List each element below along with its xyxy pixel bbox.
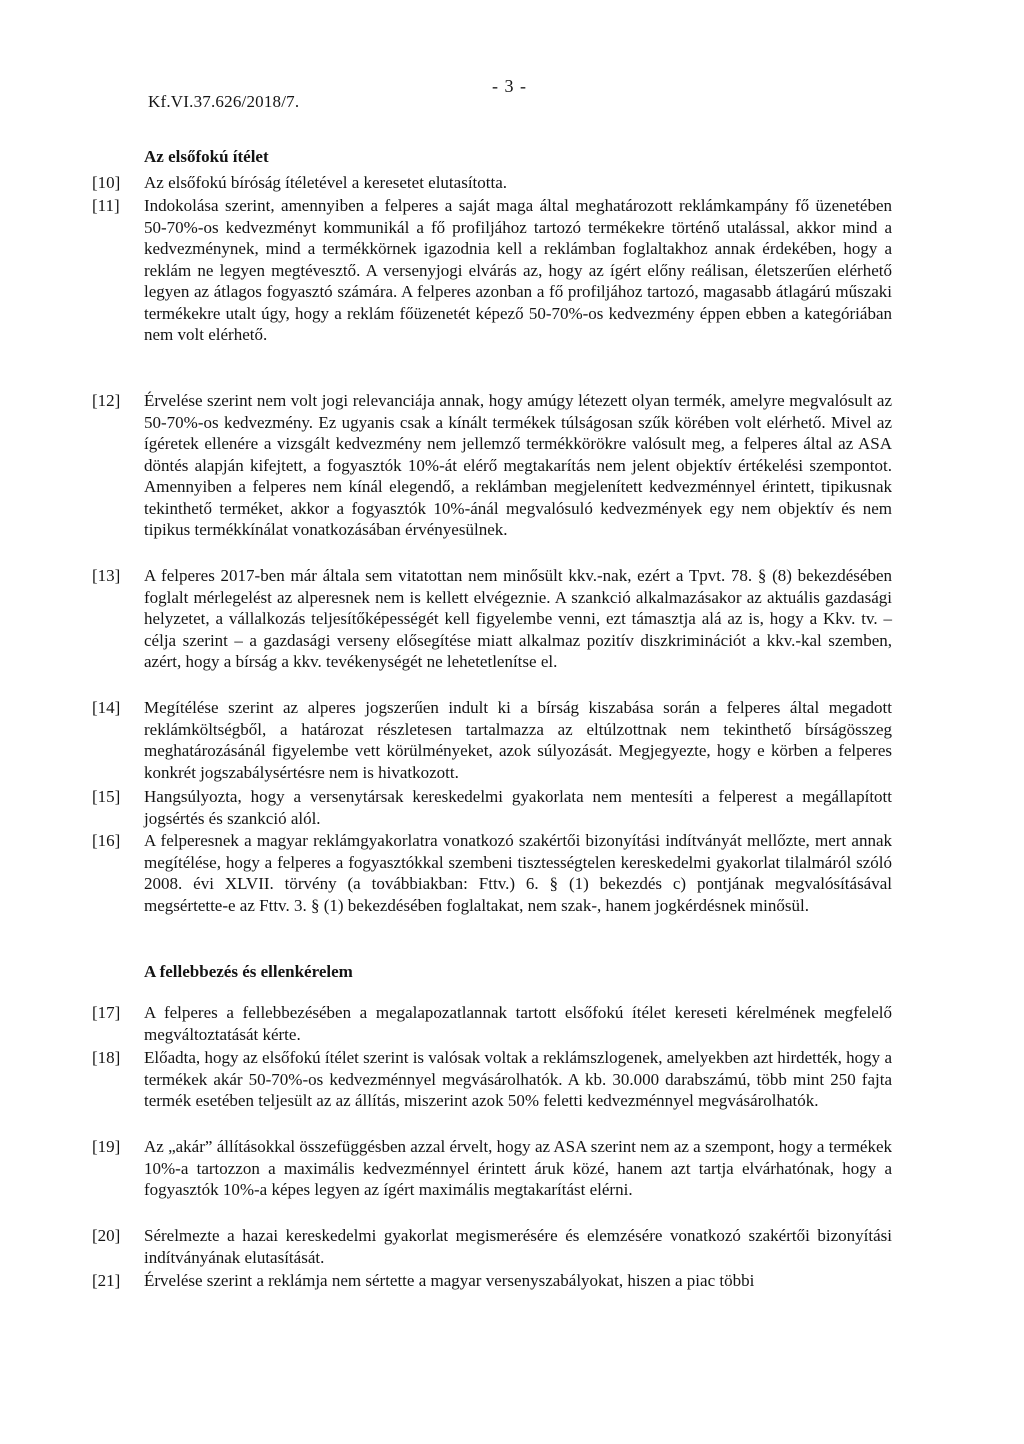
paragraph-13 xyxy=(92,565,892,673)
paragraph-number: [19] xyxy=(92,1137,121,1156)
paragraph-19 xyxy=(92,1136,892,1201)
paragraph-20 xyxy=(92,1225,892,1268)
paragraph-number: [12] xyxy=(92,391,121,410)
paragraph-text: Az elsőfokú bíróság ítéletével a keresetet elutasította. xyxy=(144,173,508,192)
paragraph-text: Az „akár” állításokkal összefüggésben azzal érvelt, hogy az ASA szerint nem az a szempont, hogy a termékek 10%-a tartozzon a maximális kedvezménnyel érintett áruk közé, hanem azt tartja elvárhatónak, hogy a fogyasztók 10%-a képes legyen az ígért maximális megtakarítást elérni. xyxy=(144,1137,892,1199)
paragraph-10 xyxy=(92,172,892,194)
paragraph-text: Hangsúlyozta, hogy a versenytársak kereskedelmi gyakorlata nem mentesíti a felperest a megállapított jogsértés és szankció alól. xyxy=(144,787,892,828)
paragraph-number: [14] xyxy=(92,698,121,717)
paragraph-16 xyxy=(92,830,892,916)
paragraph-11 xyxy=(92,195,892,346)
paragraph-21 xyxy=(92,1270,892,1292)
paragraph-text: Előadta, hogy az elsőfokú ítélet szerint is valósak voltak a reklámszlogenek, amelyekben azt hirdették, hogy a termékek akár 50-70%-os kedvezménnyel megvásárolhatók. A kb. 30.000 darabszámú, több mint 250 fajta termék esetében teljesült az az állítás, miszerint azok 50% feletti kedvezménnyel megvásárolhatók. xyxy=(144,1048,892,1110)
paragraph-number: [11] xyxy=(92,196,120,215)
paragraph-number: [21] xyxy=(92,1271,121,1290)
paragraph-18 xyxy=(92,1047,892,1112)
paragraph-17 xyxy=(92,1002,892,1045)
paragraph-number: [10] xyxy=(92,173,121,192)
paragraph-number: [20] xyxy=(92,1226,121,1245)
section-heading-first-instance: Az elsőfokú ítélet xyxy=(144,147,269,166)
paragraph-text: A felperes a fellebbezésében a megalapozatlannak tartott elsőfokú ítélet kereseti kérelmének megfelelő megváltoztatását kérte. xyxy=(144,1003,892,1044)
paragraph-number: [16] xyxy=(92,831,121,850)
section-heading-appeal: A fellebbezés és ellenkérelem xyxy=(144,962,353,981)
paragraph-number: [13] xyxy=(92,566,121,585)
page-number: - 3 - xyxy=(492,76,527,96)
paragraph-12 xyxy=(92,390,892,541)
paragraph-text: Sérelmezte a hazai kereskedelmi gyakorlat megismerésére és elemzésére vonatkozó szakértői bizonyítási indítványának elutasítását. xyxy=(144,1226,892,1267)
paragraph-text: Érvelése szerint a reklámja nem sértette a magyar versenyszabályokat, hiszen a piac többi xyxy=(144,1271,755,1290)
paragraph-text: Megítélése szerint az alperes jogszerűen indult ki a bírság kiszabása során a felperes által megadott reklámköltségből, a határozat részletesen tartalmazza az eltúlzottnak nem tekinthető bírságösszeg meghatározásánál figyelembe vett körülményeket, azok súlyozását. Megjegyezte, hogy e körben a felperes konkrét jogszabálysértésre nem is hivatkozott. xyxy=(144,698,892,782)
paragraph-number: [15] xyxy=(92,787,121,806)
paragraph-15 xyxy=(92,786,892,829)
paragraph-text: A felperes 2017-ben már általa sem vitatottan nem minősült kkv.-nak, ezért a Tpvt. 78. § (8) bekezdésében foglalt mérlegelést az alperesnek nem is kellett elvégeznie. A szankció alkalmazásakor az aktuális gazdasági helyzetet, a vállalkozás teljesítőképességét kell figyelembe venni, ezt támasztja alá az is, hogy a Kkv. tv. – célja szerint – a gazdasági verseny elősegítése miatt alkalmaz pozitív diszkriminációt a kkv.-kal szemben, azért, hogy a bírság a kkv. tevékenységét ne lehetetlenítse el. xyxy=(144,566,892,671)
paragraph-number: [17] xyxy=(92,1003,121,1022)
paragraph-text: Érvelése szerint nem volt jogi relevanciája annak, hogy amúgy létezett olyan termék, amelyre megvalósult az 50-70%-os kedvezmény. Ez ugyanis csak a kínált termékek túlságosan szűk körében volt elérhető. Mivel az ígéretek ellenére a vizsgált kedvezmény nem jellemző termékkörökre valósult meg, a felperes által az ASA döntés alapján kifejtett, a fogyasztók 10%-át elérő megtakarítás nem jelent objektív értékelési szempontot. Amennyiben a felperes nem kínál elegendő, a reklámban megjelenített kedvezménnyel érintett, tipikusnak tekinthető terméket, akkor a fogyasztók 10%-ánál megvalósuló kedvezmények egy nem objektív és nem tipikus termékkínálat vonatkozásában érvényesülnek. xyxy=(144,391,892,539)
paragraph-text: Indokolása szerint, amennyiben a felperes a saját maga által meghatározott reklámkampány fő üzenetében 50-70%-os kedvezményt kommunikál a fő profiljához tartozó termékekre történő utalással, akkor mind a kedvezménynek, mind a termékkörnek igazodnia kell a reklámban foglaltakhoz annak érdekében, hogy a reklám ne legyen megtévesztő. A versenyjogi elvárás az, hogy az ígért előny reálisan, életszerűen elérhető legyen az átlagos fogyasztó számára. A felperes azonban a fő profiljához tartozó, magasabb átlagárú műszaki termékekre utalt úgy, hogy a reklám főüzenetét képező 50-70%-os kedvezmény éppen ebben a kategóriában nem volt elérhető. xyxy=(144,196,892,344)
paragraph-text: A felperesnek a magyar reklámgyakorlatra vonatkozó szakértői bizonyítási indítványát mellőzte, mert annak megítélése, hogy a felperes a fogyasztókkal szembeni tisztességtelen kereskedelmi gyakorlat tilalmáról szóló 2008. évi XLVII. törvény (a továbbiakban: Fttv.) 6. § (1) bekezdés c) pontjának megvalósításával megsértette-e az Fttv. 3. § (1) bekezdésében foglaltakat, nem szak-, hanem jogkérdésnek minősül. xyxy=(144,831,892,915)
paragraph-14 xyxy=(92,697,892,783)
case-reference: Kf.VI.37.626/2018/7. xyxy=(148,92,300,111)
paragraph-number: [18] xyxy=(92,1048,121,1067)
